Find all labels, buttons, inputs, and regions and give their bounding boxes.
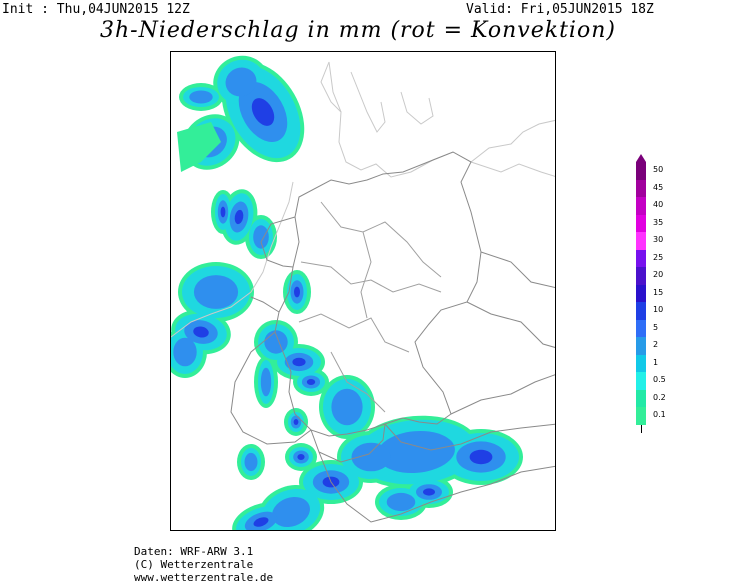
precip-cell-core <box>387 493 416 511</box>
legend-bottom-tick <box>641 425 642 433</box>
legend-label: 20 <box>653 270 664 279</box>
map-canvas <box>171 52 556 531</box>
precip-cell-core <box>173 338 196 367</box>
precipitation-layer <box>171 52 523 531</box>
precip-cell-peak <box>307 379 315 385</box>
legend-swatch <box>636 355 646 373</box>
legend-swatch <box>636 302 646 320</box>
precip-cell-peak <box>292 358 305 366</box>
legend-label: 2 <box>653 340 659 349</box>
legend-label: 45 <box>653 182 664 192</box>
precip-cell-core <box>189 91 212 104</box>
legend-swatch <box>636 320 646 338</box>
legend-top-arrow <box>636 154 646 162</box>
legend-label: 25 <box>653 252 664 262</box>
border-czech <box>451 302 556 414</box>
legend-label: 0.5 <box>653 375 666 384</box>
precipitation-legend <box>636 154 696 434</box>
website-label: www.wetterzentrale.de <box>134 571 274 584</box>
precip-cell-peak <box>294 287 300 298</box>
legend-swatch <box>636 407 646 425</box>
precipitation-map <box>170 51 556 531</box>
legend-swatch <box>636 337 646 355</box>
legend-swatch <box>636 390 646 408</box>
precip-cell-core <box>331 389 362 425</box>
legend-label: 35 <box>653 217 664 227</box>
legend-label: 10 <box>653 305 664 314</box>
legend-label: 1 <box>653 357 659 367</box>
border-poland <box>481 252 556 288</box>
legend-label: 0.2 <box>653 392 666 402</box>
valid-time-label: Valid: Fri,05JUN2015 18Z <box>466 2 654 17</box>
precip-cell-peak <box>297 454 304 460</box>
legend-swatch <box>636 285 646 303</box>
legend-swatch <box>636 180 646 198</box>
precip-cell-peak <box>470 450 493 464</box>
map-title: 3h-Niederschlag in mm (rot = Konvektion) <box>100 18 616 43</box>
precip-cell-core <box>261 368 271 397</box>
data-source-label: Daten: WRF-ARW 3.1 <box>134 545 254 558</box>
legend-label: 50 <box>653 165 664 174</box>
coastline-east <box>471 162 556 177</box>
legend-label: 15 <box>653 287 664 297</box>
precip-cell-peak <box>221 207 226 218</box>
precip-cell-peak <box>423 488 435 495</box>
legend-swatch <box>636 215 646 233</box>
legend-swatch <box>636 162 646 180</box>
legend-label: 5 <box>653 322 659 332</box>
precip-cell-core <box>245 453 258 471</box>
legend-swatch <box>636 197 646 215</box>
legend-swatch <box>636 267 646 285</box>
precip-cell-core <box>253 225 269 248</box>
copyright-label: (C) Wetterzentrale <box>134 558 254 571</box>
coastline-denmark <box>321 62 433 132</box>
legend-swatch <box>636 250 646 268</box>
legend-label: 0.1 <box>653 410 666 419</box>
precip-cell-core <box>194 275 238 309</box>
legend-swatch <box>636 232 646 250</box>
legend-label: 30 <box>653 235 664 244</box>
legend-label: 40 <box>653 200 664 209</box>
legend-swatch <box>636 372 646 390</box>
precip-cell-peak <box>294 419 299 425</box>
coastline-north <box>329 62 556 177</box>
init-time-label: Init : Thu,04JUN2015 12Z <box>2 2 190 17</box>
